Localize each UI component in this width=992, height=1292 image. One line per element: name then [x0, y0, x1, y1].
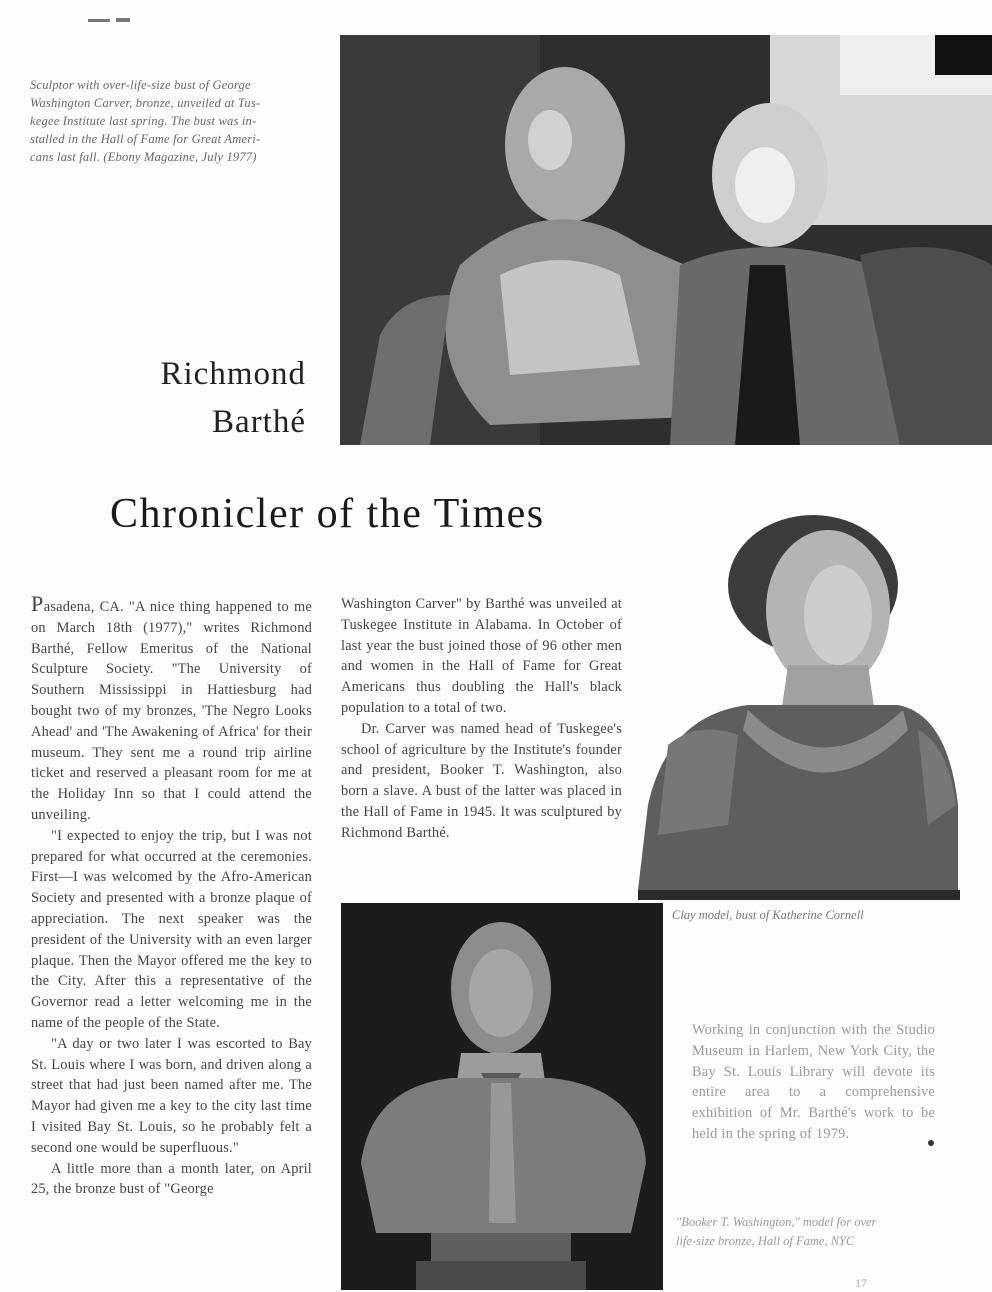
sculptor-with-bust-photo	[340, 35, 992, 445]
top-photo-caption	[30, 76, 330, 166]
article-headline: Chronicler of the Times	[110, 491, 545, 537]
clay-bust-caption: Clay model, bust of Katherine Cornell	[672, 908, 864, 922]
paragraph	[31, 591, 312, 826]
title-first-name: Richmond	[160, 356, 306, 392]
article-column-2	[341, 594, 622, 844]
caption-line: Sculptor with over-life-size bust of George	[30, 78, 251, 92]
caption-line: cans last fall. (Ebony Magazine, July 1977)	[30, 150, 257, 164]
paragraph: A little more than a month later, on April 25, the bronze bust of "George	[31, 1160, 312, 1198]
caption-line: "Booker T. Washington," model for over	[676, 1215, 877, 1229]
caption-line: Washington Carver, bronze, unveiled at Tus-	[30, 96, 261, 110]
scan-speck	[88, 19, 110, 22]
caption-line: kegee Institute last spring. The bust was in-	[30, 114, 257, 128]
exhibition-notice: Working in conjunction with the Studio Museum in Harlem, New York City, the Bay St. Louis Library will devote its entire area to a comprehensive exhibition of Mr. Barthé's work to be held in the spring of 1979.	[692, 1022, 935, 1142]
paragraph: "A day or two later I was escorted to Bay St. Louis where I was born, and driven along a street that had just been named after me. The Mayor had given me a key to the city last time I visited Bay St. Louis, so he probably felt a second one would be superfluous."	[31, 1035, 312, 1156]
paragraph-text: asadena, CA. "A nice thing happened to me on March 18th (1977)," writes Richmond Barthé, Fellow Emeritus of the National Sculpture Society. "The University of Southern Mississippi in Hattiesburg had bought two of my bronzes, 'The Negro Looks Ahead' and 'The Awakening of Africa' for their museum. They sent me a round trip airline ticket and reserved a pleasant room for me at the Holiday Inn so that I could attend the unveiling.	[31, 599, 312, 823]
end-mark	[928, 1140, 934, 1146]
washington-bust-caption	[676, 1213, 956, 1251]
paragraph: "I expected to enjoy the trip, but I was not prepared for what occurred at the ceremonies. First—I was welcomed by the Afro-American Society and presented with a bronze plaque of appreciation. The next speaker was the president of the University with an even larger plaque. Then the Mayor offered me the key to the City. After this a representative of the Governor read a letter welcoming me in the name of the people of the State.	[31, 827, 312, 1031]
title-last-name: Barthé	[212, 404, 306, 440]
caption-line: stalled in the Hall of Fame for Great Ameri-	[30, 132, 261, 146]
washington-bust-photo	[341, 903, 663, 1290]
page-number: 17	[855, 1276, 867, 1290]
clay-bust-photo	[638, 505, 960, 900]
article-column-1	[31, 591, 312, 1200]
caption-line: life-size bronze, Hall of Fame, NYC	[676, 1234, 855, 1248]
drop-cap: P	[31, 591, 44, 616]
paragraph: Dr. Carver was named head of Tuskegee's school of agriculture by the Institute's founder and president, Booker T. Washington, also born a slave. A bust of the latter was placed in the Hall of Fame in 1945. It was sculptured by Richmond Barthé.	[341, 720, 622, 841]
scan-speck	[116, 18, 130, 22]
paragraph: Washington Carver" by Barthé was unveiled at Tuskegee Institute in Alabama. In October of last year the bust joined those of 96 other men and women in the Hall of Fame for Great Americans thus doubling the Hall's black population to a total of two.	[341, 596, 622, 716]
